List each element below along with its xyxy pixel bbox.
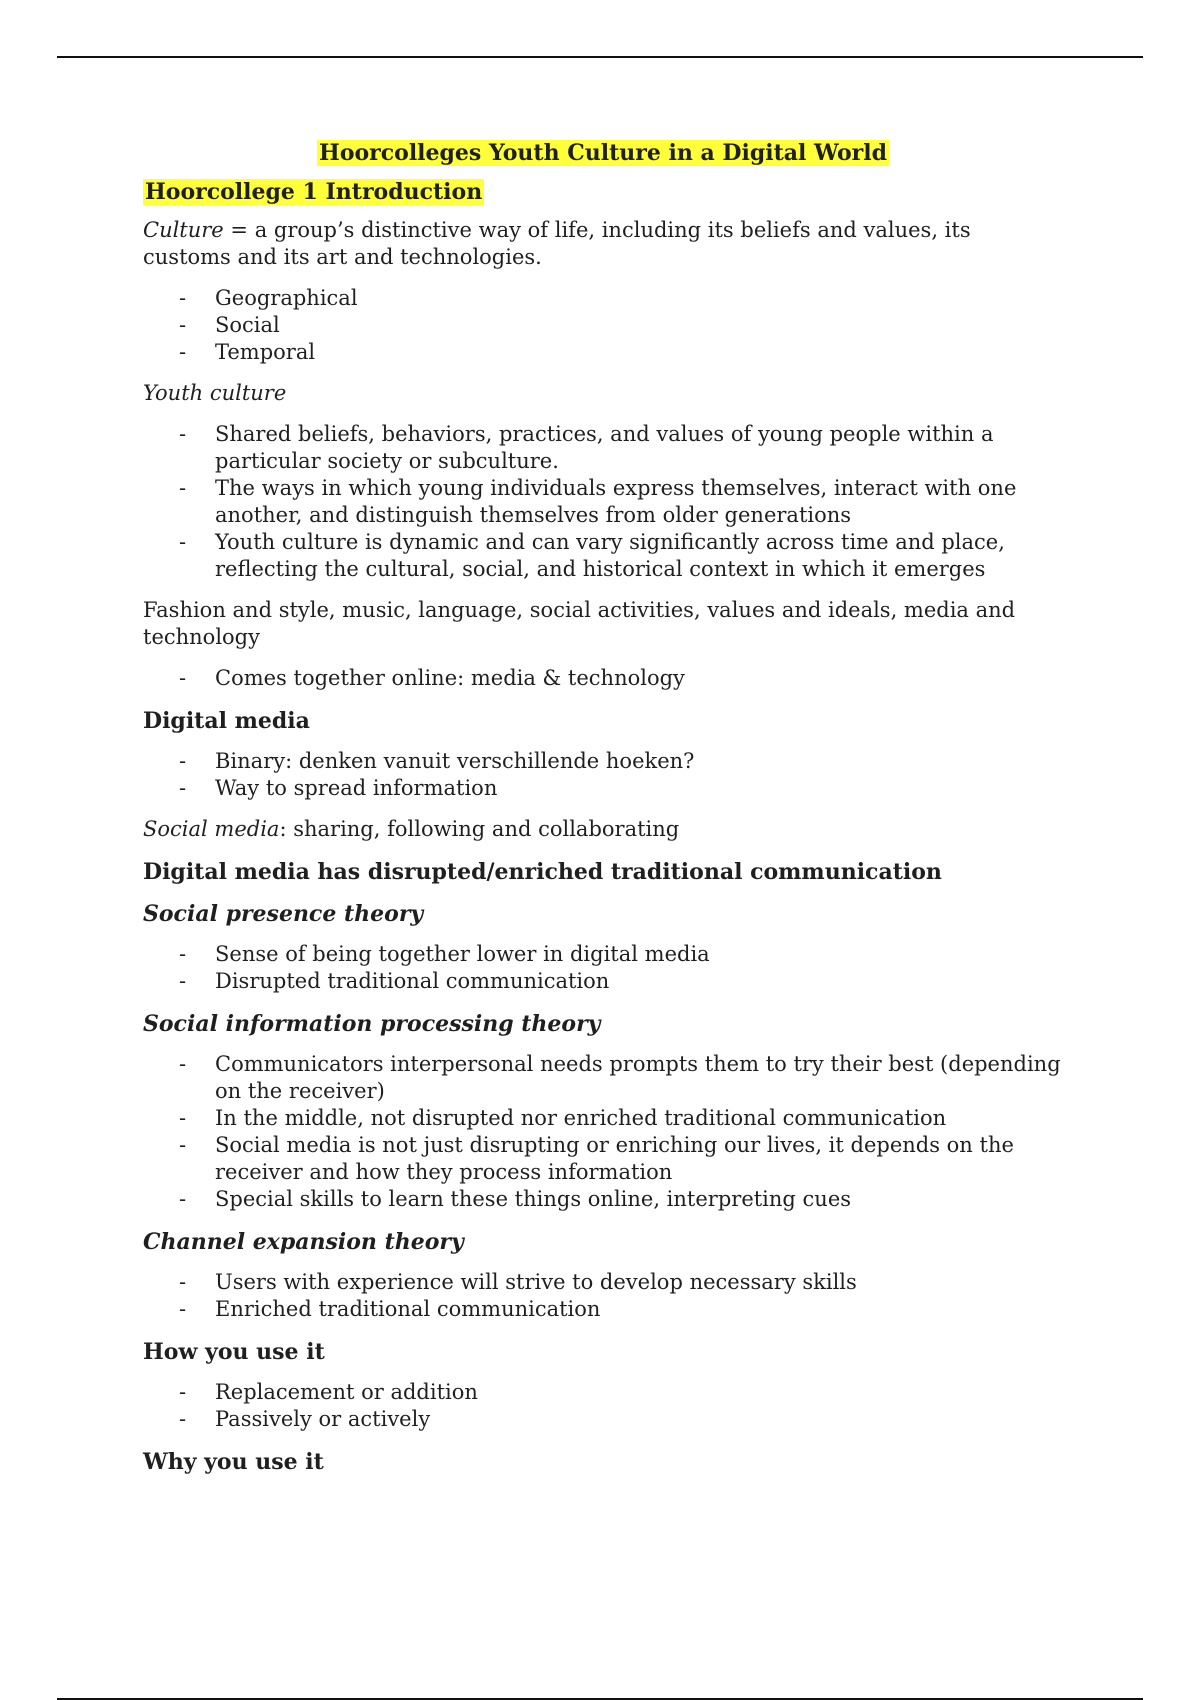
fashion-list: [143, 665, 1063, 692]
list-item: - Social: [143, 312, 1063, 339]
social-media-definition: Social media: sharing, following and collaborating: [143, 817, 680, 841]
list-item: - Temporal: [143, 339, 1063, 366]
list-item: - Binary: denken vanuit verschillende hoeken?: [143, 748, 1063, 775]
fashion-line: Fashion and style, music, language, social activities, values and ideals, media and technology: [143, 598, 1016, 649]
how-you-use-it-heading: How you use it: [143, 1339, 325, 1365]
how-you-use-it-list: [143, 1379, 1063, 1433]
digital-media-heading: Digital media: [143, 708, 310, 734]
list-item: - Special skills to learn these things online, interpreting cues: [143, 1186, 1063, 1213]
list-item: - Social media is not just disrupting or enriching our lives, it depends on the receiver and how they process information: [143, 1132, 1063, 1186]
social-presence-list: [143, 941, 1063, 995]
sip-heading: Social information processing theory: [143, 1011, 601, 1037]
youth-culture-label: Youth culture: [143, 381, 287, 405]
channel-expansion-heading: Channel expansion theory: [143, 1229, 464, 1255]
top-rule: [57, 56, 1143, 58]
disrupted-heading: Digital media has disrupted/enriched traditional communication: [143, 859, 942, 885]
list-item: - Replacement or addition: [143, 1379, 1063, 1406]
list-item: - Enriched traditional communication: [143, 1296, 1063, 1323]
list-item: - Sense of being together lower in digital media: [143, 941, 1063, 968]
list-item: - Users with experience will strive to develop necessary skills: [143, 1269, 1063, 1296]
sip-list: [143, 1051, 1063, 1213]
list-item: - Geographical: [143, 285, 1063, 312]
list-item: - Passively or actively: [143, 1406, 1063, 1433]
list-item: - Communicators interpersonal needs prompts them to try their best (depending on the receiver): [143, 1051, 1063, 1105]
culture-definition: Culture = a group’s distinctive way of life, including its beliefs and values, its customs and its art and technologies.: [143, 218, 971, 269]
list-item: - Youth culture is dynamic and can vary significantly across time and place, reflecting the cultural, social, and historical context in which it emerges: [143, 529, 1063, 583]
digital-media-list: [143, 748, 1063, 802]
channel-expansion-list: [143, 1269, 1063, 1323]
list-item: - In the middle, not disrupted nor enriched traditional communication: [143, 1105, 1063, 1132]
why-you-use-it-heading: Why you use it: [143, 1449, 324, 1475]
list-item: - Way to spread information: [143, 775, 1063, 802]
document-title: Hoorcolleges Youth Culture in a Digital World: [319, 140, 887, 166]
list-item: - Comes together online: media & technology: [143, 665, 1063, 692]
social-presence-heading: Social presence theory: [143, 901, 424, 927]
list-item: - The ways in which young individuals express themselves, interact with one another, and distinguish themselves from older generations: [143, 475, 1063, 529]
youth-culture-list: [143, 421, 1063, 583]
list-item: - Disrupted traditional communication: [143, 968, 1063, 995]
list-item: - Shared beliefs, behaviors, practices, and values of young people within a particular society or subculture.: [143, 421, 1063, 475]
culture-list: [143, 285, 1063, 366]
lecture-heading: Hoorcollege 1 Introduction: [145, 179, 483, 205]
document-body: [143, 140, 1063, 1489]
